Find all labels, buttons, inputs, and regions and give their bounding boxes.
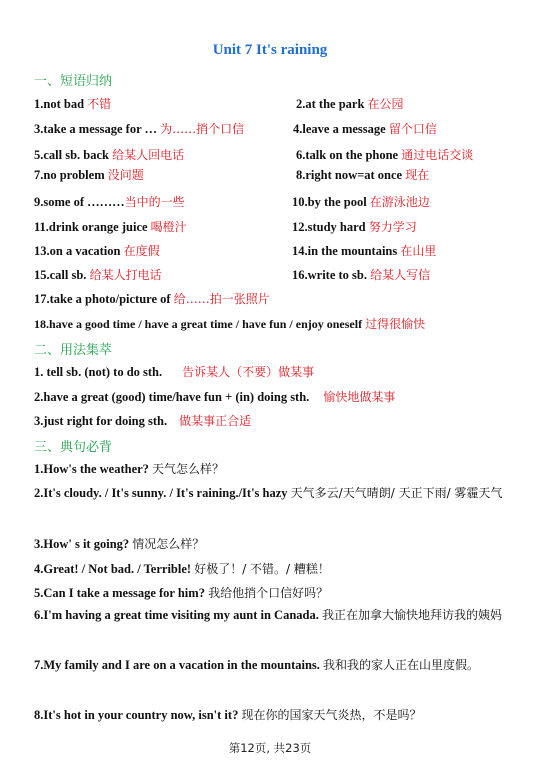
phrase-item: 11.drink orange juice 喝橙汁 bbox=[34, 220, 187, 234]
phrase-item: 1.not bad 不错 bbox=[34, 97, 112, 111]
sentence-item: 1.How's the weather? 天气怎么样？ bbox=[34, 462, 225, 476]
phrase-item: 9.some of ………当中的一些 bbox=[34, 195, 185, 209]
section-heading-usage: 二、用法集萃 bbox=[34, 343, 113, 358]
phrase-item: 6.talk on the phone 通过电话交谈 bbox=[296, 148, 474, 162]
sentence-item: 6.I'm having a great time visiting my aunt in Canada. 我正在加拿大愉快地拜访我的姨妈 bbox=[34, 608, 503, 622]
sentence-item: 2.It's cloudy. / It's sunny. / It's raining./It's hazy 天气多云/天气晴朗/ 天正下雨/ 雾霾天气 bbox=[34, 486, 503, 500]
phrase-item: 18.have a good time / have a great time / have fun / enjoy oneself 过得很愉快 bbox=[34, 317, 426, 331]
usage-item: 1. tell sb. (not) to do sth. 告诉某人（不要）做某事 bbox=[34, 365, 315, 379]
page-number: 第12页, 共23页 bbox=[228, 741, 312, 755]
phrase-item: 17.take a photo/picture of 给……拍一张照片 bbox=[34, 292, 270, 306]
sentence-item: 8.It's hot in your country now, isn't it? 现在你的国家天气炎热，不是吗？ bbox=[34, 708, 422, 722]
phrase-item: 14.in the mountains 在山里 bbox=[292, 244, 437, 258]
phrase-item: 7.no problem 没问题 bbox=[34, 168, 144, 182]
usage-item: 3.just right for doing sth. 做某事正合适 bbox=[34, 414, 252, 428]
phrase-item: 12.study hard 努力学习 bbox=[292, 220, 417, 234]
phrase-item: 10.by the pool 在游泳池边 bbox=[292, 195, 430, 209]
phrase-item: 15.call sb. 给某人打电话 bbox=[34, 268, 162, 282]
phrase-item: 8.right now=at once 现在 bbox=[296, 168, 430, 182]
sentence-item: 5.Can I take a message for him? 我给他捎个口信好吗？ bbox=[34, 586, 329, 600]
phrase-item: 2.at the park 在公园 bbox=[296, 97, 404, 111]
sentence-item: 4.Great! / Not bad. / Terrible! 好极了！/ 不错。/ 糟糕！ bbox=[34, 562, 330, 576]
phrase-item: 16.write to sb. 给某人写信 bbox=[292, 268, 431, 282]
section-heading-phrases: 一、短语归纳 bbox=[34, 74, 113, 89]
sentence-item: 3.How' s it going? 情况怎么样？ bbox=[34, 537, 205, 551]
page-title: Unit 7 It's raining bbox=[212, 42, 328, 58]
section-heading-sentences: 三、典句必背 bbox=[34, 440, 113, 455]
phrase-item: 13.on a vacation 在度假 bbox=[34, 244, 160, 258]
phrase-item: 5.call sb. back 给某人回电话 bbox=[34, 148, 185, 162]
sentence-item: 7.My family and I are on a vacation in the mountains. 我和我的家人正在山里度假。 bbox=[34, 658, 480, 672]
usage-item: 2.have a great (good) time/have fun + (in) doing sth. 愉快地做某事 bbox=[34, 390, 396, 404]
phrase-item: 4.leave a message 留个口信 bbox=[293, 122, 437, 136]
phrase-item: 3.take a message for … 为……捎个口信 bbox=[34, 122, 245, 136]
